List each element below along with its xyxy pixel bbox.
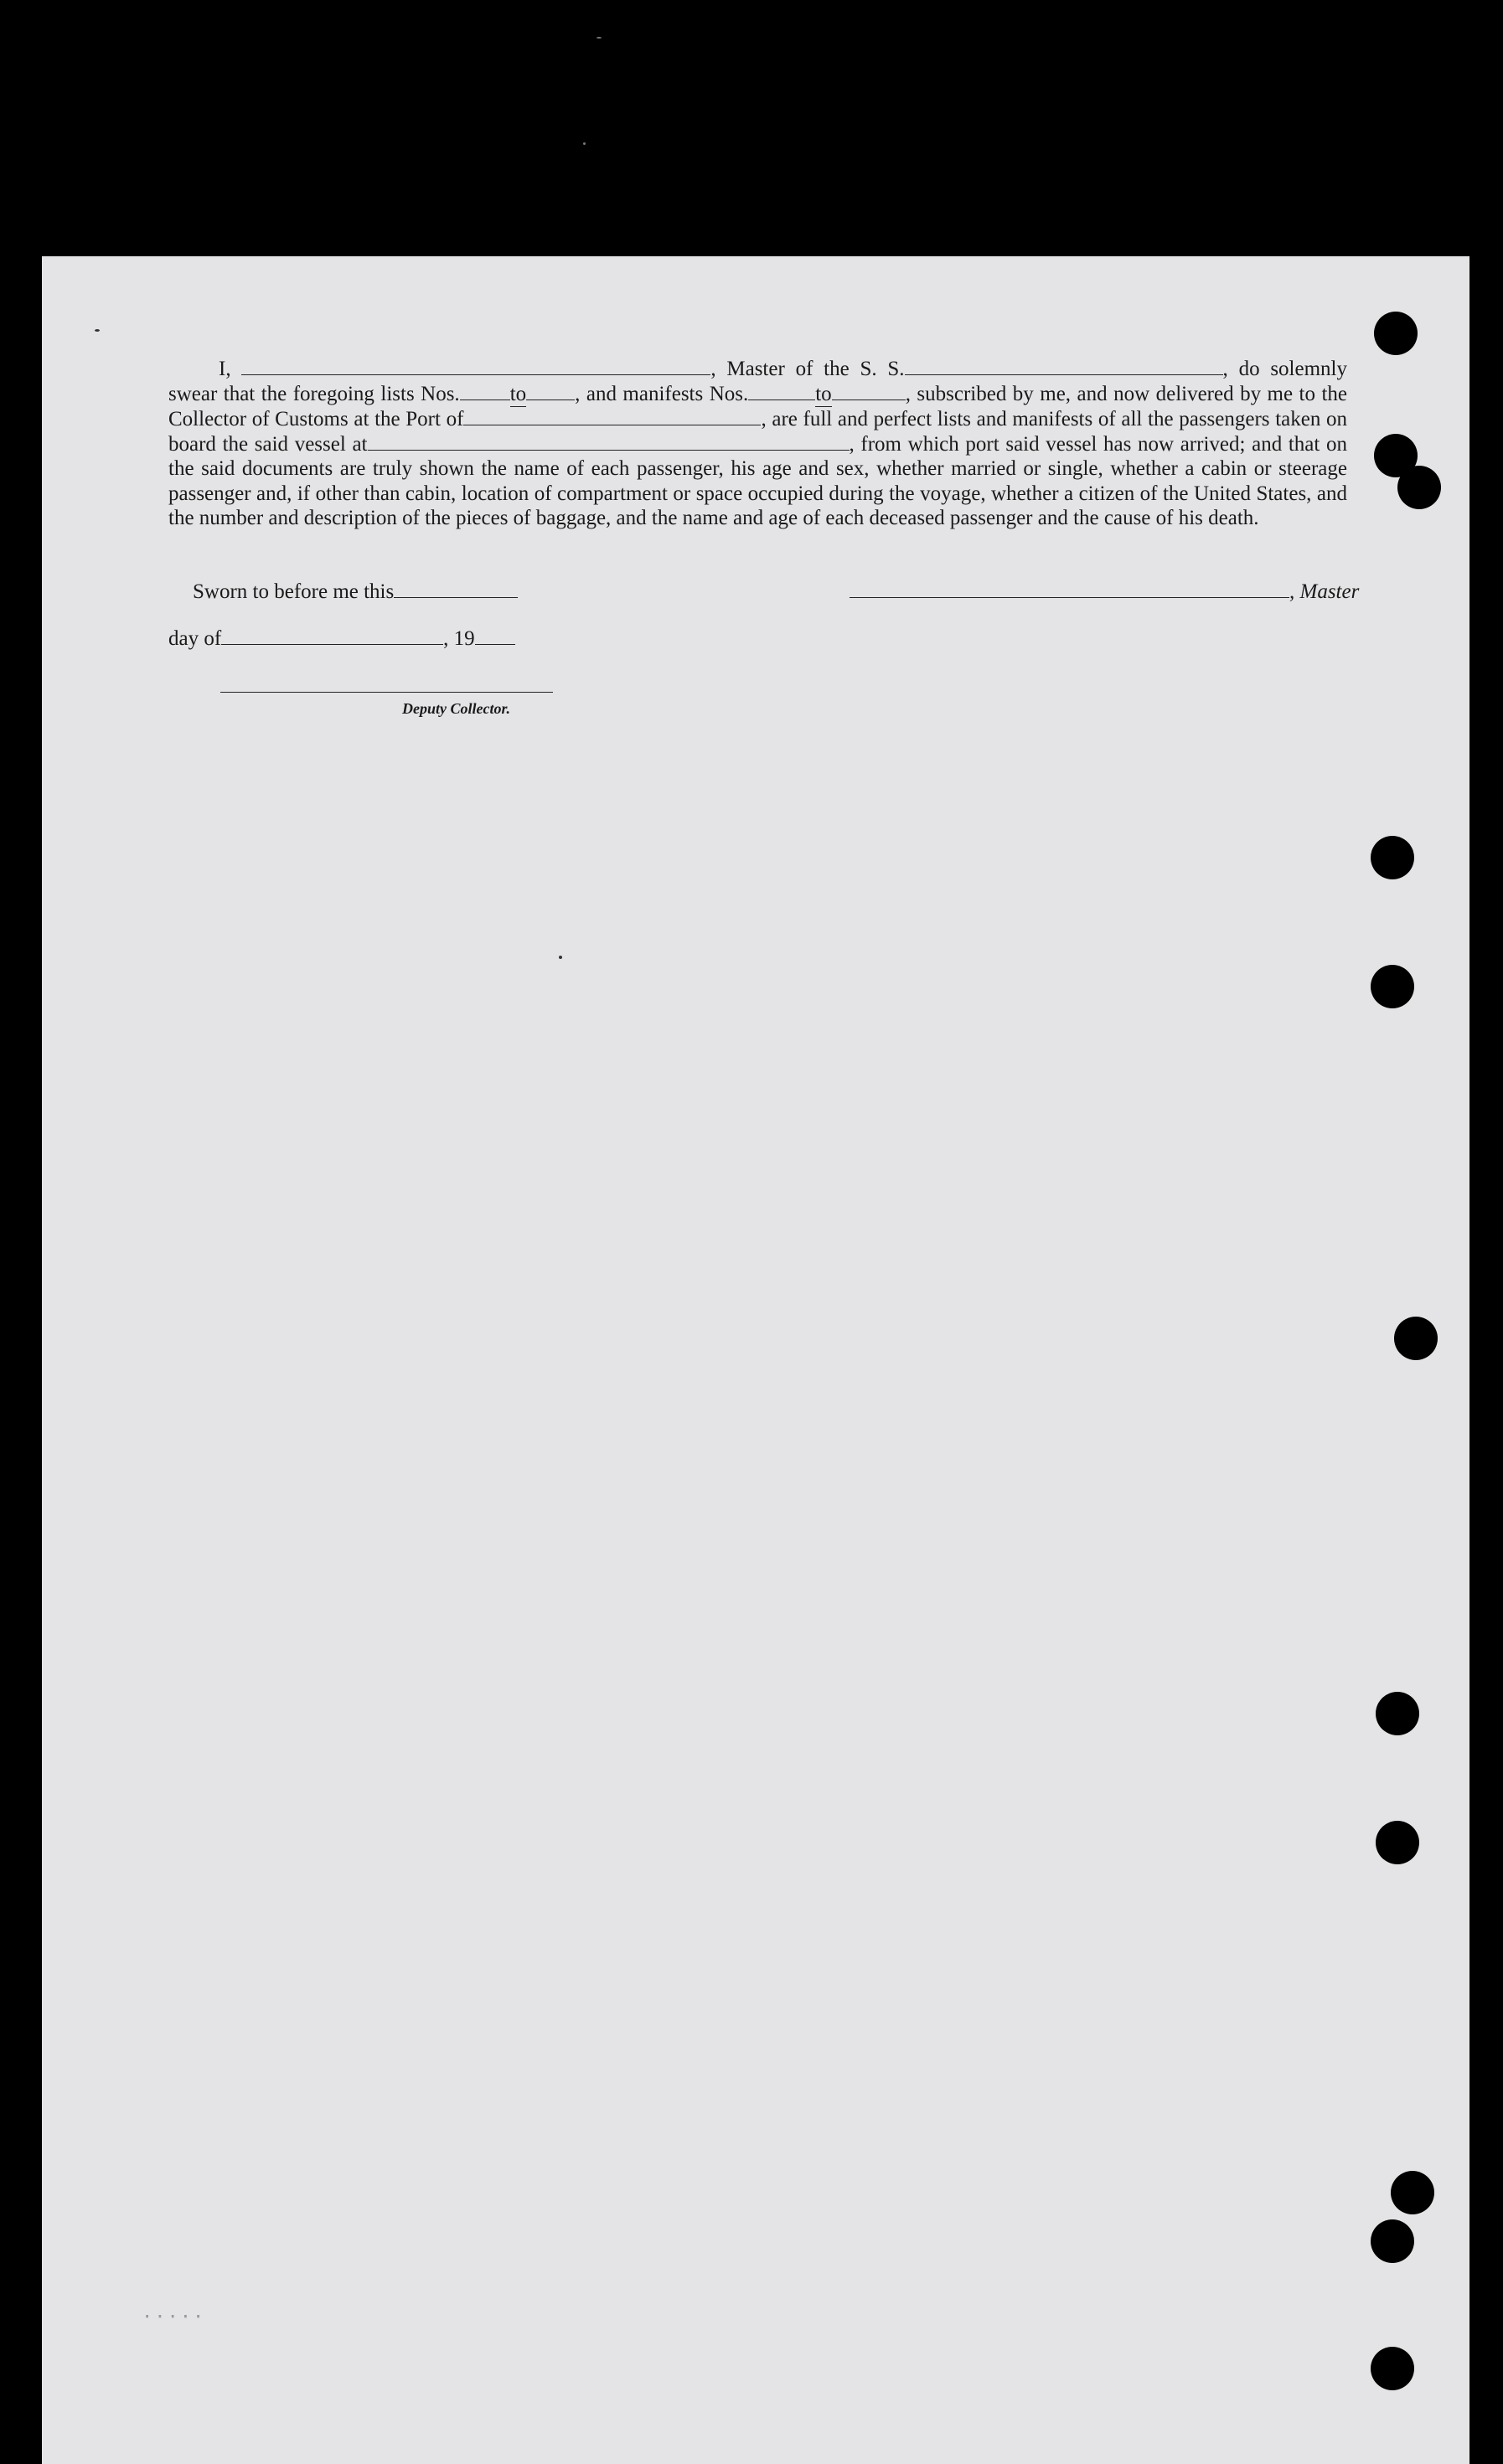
punch-hole [1371,2347,1414,2390]
oath-text-master-of: , Master of the S. S. [710,358,905,380]
scan-speck [597,37,602,39]
oath-text-remainder: , from which port said vessel has now arrived; and that on the said documents are truly shown the name of each passenger, his age and sex, whether married or single, whether a cabin or steerage passenger and, if other than cabin, location of compartment or space occupied during the voyage, whether a citizen of the United States, and the number and description of the pieces of baggage, and the name and age of each deceased passenger and the cause of his death. [168,432,1347,529]
master-signature-row [850,580,1359,605]
master-name-blank [241,359,710,375]
punch-hole [1374,312,1418,355]
lists-from-blank [460,384,510,400]
sworn-row [193,580,518,605]
oath-text-i: I, [219,358,231,380]
manifests-from-blank [748,384,815,400]
punch-hole [1391,2171,1434,2214]
lists-to-blank [526,384,575,400]
scan-speck [583,142,586,145]
form-sheet [42,256,1469,2464]
punch-hole [1371,965,1414,1008]
oath-paragraph [168,357,1347,531]
day-of-label: day of [168,627,222,650]
master-signature-line [850,582,1289,598]
faded-stamp-mark: ····· [140,2305,204,2326]
master-signature-label: , Master [1289,580,1360,603]
oath-text-swear: , do solemnly swear that the foregoing lists Nos. [168,358,1347,405]
year-blank [475,629,515,645]
year-prefix: , 19 [443,627,475,650]
punch-hole [1376,1821,1419,1864]
embark-port-blank [368,435,850,451]
oath-text-manifests-to: to [815,382,831,408]
punch-hole [1397,466,1441,509]
day-of-row [168,626,515,652]
month-blank [221,629,443,645]
scan-speck [95,329,100,332]
deputy-collector-label: Deputy Collector. [402,700,510,717]
oath-text-lists-to: to [510,382,526,408]
vessel-name-blank [905,359,1223,375]
scan-speck [559,956,562,959]
sworn-date-blank [394,582,518,598]
oath-text-manifests: , and manifests Nos. [575,382,749,405]
punch-hole [1376,1692,1419,1735]
deputy-signature-line [220,692,553,693]
sworn-label: Sworn to before me this [193,580,395,603]
oath-text-collector: , subscribed by me, and now delivered by me to the Collector of Customs at the Port of [168,382,1347,430]
port-blank [463,410,761,425]
punch-hole [1371,2219,1414,2263]
punch-hole [1394,1317,1438,1360]
manifests-to-blank [832,384,906,400]
oath-text-manifests-all: , are full and perfect lists and manifests of all the passengers taken on board the said vessel at [168,408,1347,456]
punch-hole [1371,836,1414,879]
